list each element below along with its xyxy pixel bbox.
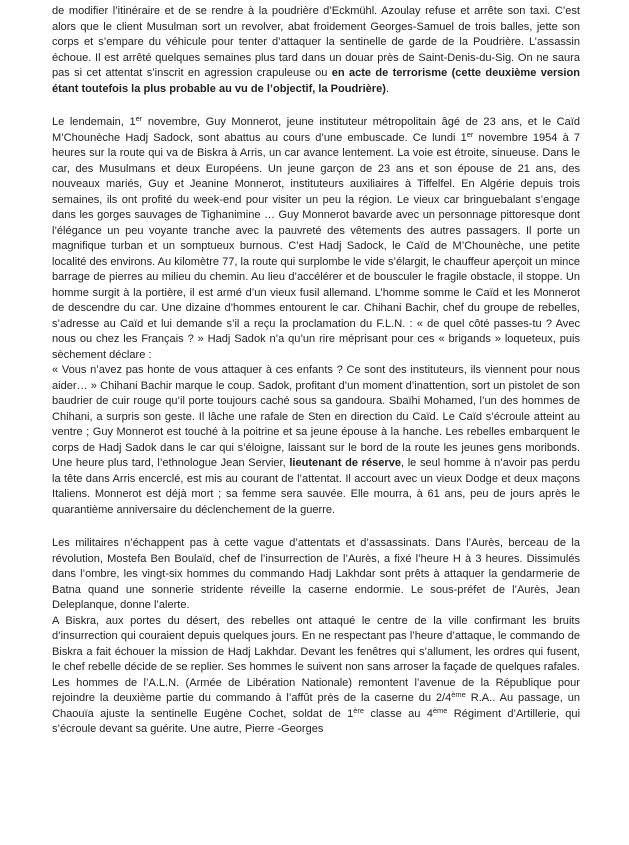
ordinal-superscript: ème: [451, 690, 466, 699]
ordinal-superscript: er: [135, 114, 143, 123]
paragraph-monnerot-ambush: [52, 115, 580, 363]
paragraph-poudriere-attack: [52, 4, 580, 97]
ordinal-superscript: ère: [353, 705, 365, 715]
bold-text: (cette deuxième version étant toutefois la plus probable au vu de l’objectif, la Poudrière): [52, 67, 580, 95]
text-run: de modifier l’itinéraire et de se rendre à la poudrière d’Eckmühl. Azoulay refuse et arrête son taxi. C’est alors que le client Musulman sort un revolver, abat froidement Georges-Samuel de trois balles, jette son corps et s’empare du véhicule pour tenter d’attaquer la sentinelle de garde de la Poudrière. L’assassin échoue. Il est arrêté quelques semaines plus tard dans un douar près de Saint-Denis-du-Sig. On ne saura pas si cet attentat s’inscrit en agression crapuleuse ou: [52, 5, 580, 79]
bold-text: en acte de terrorisme: [331, 67, 448, 79]
ordinal-superscript: er: [466, 129, 474, 139]
paragraph-biskra-attack: [52, 614, 580, 738]
text-run: novembre 1954 à 7 heures sur la route qui va de Biskra à Arris, un car avance lentement. La voie est étroite, sinueuse. Dans le car, des Musulmans et deux Européens. Un jeune garçon de 23 ans et son épouse de 21 ans, des nouveaux mariés, Guy et Jeanine Monnerot, instituteurs auxiliaires à Tiffelfel. En Algérie depuis trois semaines, ils ont profité du week-end pour visiter un peu la région. Le vieux car bringuebalant s’engage dans les gorges sauvages de Tighanimine … Guy Monnerot bavarde avec un personnage pittoresque dont l’élégance un peu voyante tranche avec la pauvreté des vêtements des autres passagers. Il porte un magnifique turban et un somptueux burnous. C’est Hadj Sadock, le Caïd de M’Chounèche, une petite localité des environs. Au kilomètre 77, la route qui surplombe le vide s’élargit, le chauffeur aperçoit un mince barrage de pierres au milieu du chemin. Au lieu d’accélérer et de bousculer le fragile obstacle, il stoppe. Un homme surgit à la portière, il est armé d’un vieux fusil allemand. L’homme somme le Caïd et les Monnerot de descendre du car. Une dizaine d’hommes entourent le car. Chihani Bachir, chef du groupe de rebelles, s’adresse au Caïd et lui demande s’il a reçu la proclamation du F.L.N. : « de quel côté passes-tu ? Avec nous ou chez les Français ? » Hadj Sadok n’a qu’un rire méprisant pour ces « brigands » loqueteux, puis sèchement déclare :: [52, 131, 581, 361]
bold-text: lieutenant de réserve: [289, 457, 401, 469]
paragraph-gap: [52, 97, 580, 115]
text-run: .: [385, 82, 389, 95]
text-run: Le lendemain, 1: [52, 116, 136, 128]
text-run: Régiment d’Artillerie, qui s’écroule devant sa guérite. Une autre, Pierre -Georges: [52, 707, 581, 735]
text-run: classe au 4: [364, 707, 433, 720]
text-run: « Vous n’avez pas honte de vous attaquer à ces enfants ? Ce sont des instituteurs, ils viennent pour nous aider… » Chihani Bachir marque le coup. Sadok, profitant d’un moment d’inattention, sort un pistolet de son baudrier de cuir rouge qu’il porte toujours caché sous sa gandoura. Sbaïhi Mohamed, l’un des hommes de Chihani, a surpris son geste. Il lâche une rafale de Sten en direction du Caïd. Le Caïd s’écroule atteint au ventre ; Guy Monnerot est touché à la poitrine et sa jeune épouse à la hanche. Les rebelles embarquent le corps de Hadj Sadok dans le car qui s’éloigne, laissant sur le bord de la route les jeunes gens moribonds. Une heure plus tard, l’ethnologue Jean Servier,: [52, 364, 580, 469]
text-run: novembre, Guy Monnerot, jeune instituteur métropolitain âgé de 23 ans, et le Caïd M’Chounèche Hadj Sadock, sont abattus au cours d’une embuscade. Ce lundi 1: [52, 116, 580, 144]
paragraph-gap: [52, 518, 580, 536]
text-run: , le seul homme à n’avoir pas perdu la tête dans Arris encerclé, est mis au courant de l’attentat. Il accourt avec un vieux Dodge et deux maçons Italiens. Monnerot est déjà mort ; sa femme sera sauvée. Elle mourra, à 61 ans, peu de jours après le quarantième anniversaire du déclenchement de la guerre.: [52, 457, 580, 516]
paragraph-caid-shooting: [52, 363, 580, 518]
text-run: Les militaires n’échappent pas à cette vague d’attentats et d’assassinats. Dans l’Aurès, berceau de la révolution, Mostefa Ben Boulaïd, chef de l’insurrection de l’Aurès, a fixé l’heure H à 3 heures. Dissimulés dans l’ombre, les vingt-six hommes du commando Hadj Lakhdar sont prêts à attaquer la gendarmerie de Batna quand une sonnerie stridente réveille la caserne endormie. Le sous-préfet de l’Aurès, Jean Deleplanque, donne l’alerte.: [52, 537, 580, 611]
ordinal-superscript: ème: [432, 705, 448, 715]
document-page: [52, 4, 580, 738]
text-run: R.A.. Au passage, un Chaouïa ajuste la sentinelle Eugène Cochet, soldat de 1: [52, 692, 580, 720]
text-run: A Biskra, aux portes du désert, des rebelles ont attaqué le centre de la ville confirmant les bruits d’insurrection qui couraient depuis quelques jours. En ne respectant pas l’heure d’attaque, le commando de Biskra a fait échouer la mission de Hadj Lakhdar. Devant les fenêtres qui s’allument, les ordres qui fusent, le chef rebelle décide de se replier. Ses hommes le suivent non sans arroser la façade de quelques rafales. Les hommes de l’A.L.N. (Armée de Libération Nationale) remontent l’avenue de la République pour rejoindre la deuxième partie du commando à l’affût près de la caserne du 2/4: [52, 614, 580, 704]
paragraph-aures-batna: [52, 536, 580, 614]
